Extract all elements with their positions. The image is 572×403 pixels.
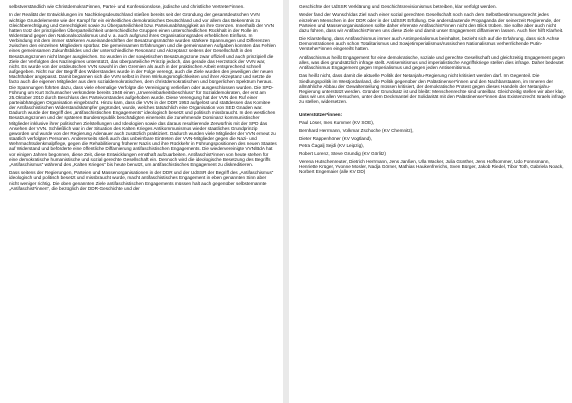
- paragraph: Dass seitens der Regierungen, Parteien und Massenorganisationen in der DDR und der UdSSR der Begriff des „Antifaschismus“ ideologisch und politisch besetzt und missbraucht wurde, macht antifaschistisches Engagement in eben genannten Sinn aber nicht weniger richtig. Die oben genannten Ziele antifaschistischen Engagements müssen halt auch gegenüber selbsternannte „Antifaschist*innen“, die bezüglich der DDR-Geschichte und der: [9, 170, 274, 191]
- paragraph: In der Realität der Entwicklungen im Nachkriegsdeutschland stießen bereits seit der Gründung der gesamtdeutschen VVN wichtige Grundelemente wie der Kampf für ein einheitliches demokratisches Deutschland und vor allem das Bekenntnis zu Gleichberechtigung und Gerechtigkeit sowie zu Überparteilichkeit bzw. Parteiunabhängigkeit an ihre Grenzen. Innerhalb der VVN hatten trotz der prinzipiellen Überparteilichkeit unterschiedliche Gruppen einen unterschiedlichen Rückhalt in der Rolle im Widerstand gegen den Nationalsozialismus und v. a. auch aufgrund ihres Organisationsgrades erheblichen Einfluss. In Verbindung mit dem immer stärkeren Auseinanderdriften der Besatzungsmächte wurden stärkere Spannungen und Differenzen zwischen den einzelnen Mitgliedern spürbar. Die gemeinsamen Erfahrungen und die gemeinsamen Aufgaben konnten das Fehlen eines gemeinsamen Zukunftsbildes und der unterschiedliche Resonanz und Akzeptanz seitens der Gesellschaft in den Besatzungszonen nicht länger ausgleichen. So wurden in der sowjetischen Besatzungszone zwar offiziell und auch prinzipiell die Ziele der Verfolgten des Naziregimes unterstützt, das überparteiliche Prinzip jedoch, das gerade das Herzstück der VVN war, nicht. Es wurde von der ostdeutschen VVN sowohl in den Gremien als auch in der praktischen Arbeit entsprechend schnell aufgegeben. Nicht nur der Begriff des Widerstandes wurde in der Folge verengt, auch die Ziele wurden den jeweiligen der neuen Machthaber angepasst. Damit begannen sich die VVN selbst in ihren Wirkungsmöglichkeiten und ihrer Akzeptanz und setzte de facto auch die eigenen Mitglieder aus dem sozialdemokratischen, dem christdemokratischen und bürgerlichen Spektrum heraus. Die Spannungen führten dazu, dass viele ehemalige Verfolgte die Vereinigung verließen oder ausgeschlossen wurden. Die SPD-Führung um Kurt Schumacher verkündete bereits 1948 einen „Unvereinbarkeitsbeschluss“ für Sozialdemokraten, der erst am 25.Oktober 2010 durch Beschluss des Parteivorstandes aufgehoben wurde. Diese Verengung hat der VVN den Ruf einer parteiabhängigen Organisation eingebracht. Hinzu kam, dass die VVN in der DDR 1953 aufgelöst und stattdessen das Komitee der Antifaschistischen Widerstandskämpfer gegründet, wurde, welches tatsächlich eine Organisation von SED Gnaden war. Dadurch wurde der Begriff des „antifaschistischen Engagements“ ideologisch besetzt und politisch missbraucht. In den westlichen Besatzungszonen und der späteren Bundesrepublik beschädigten einerseits die zunehmende Dominanz kommunistischer Mitglieder inklusive ihrer politischen Zielstellungen und Ideologien sowie das daraus resultierende Zerwürfnis mit der SPD das Ansehen der VVN. Schließlich war in der Situation des Kalten Krieges Antikommunismus wieder staatliches Grundprinzip geworden und wurde von der Regierung Adenauer auch zusätzlich praktiziert. Dadurch wurden viele Mitglieder der VVN erneut zu staatlich verfolgten Personen. Andererseits stieß auch das unbeirrbare Eintreten der VVN-Mitglieder gegen die Nazi- und Wehrmachtsdenkmalpflege, gegen die Rehabilitierung früherer Nazis und ihre Rückkehr in Führungspositionen des neuen Staates auf Widerstand und beförderte eine öffentliche Diffamierung antifaschistischen Engagements. Die wiedervereinigte VVN/BdA hat vor einigen Jahren begonnen, diese Zeit, diese Entwicklungen ernsthaft aufzuarbeiten. Antifaschist*innen von heute stehen für eine demokratische humanistische und sozial gerechte Gesellschaft ein. Dennoch wird die ideologische Besetzung des Begriffs „Antifaschismus“ während des „Kalten Krieges“ bis heute benutzt, um antifaschistisches Engagement zu diskreditieren.: [9, 12, 277, 167]
- paragraph: Antifaschismus heißt Engagement für eine demokratische, soziale und gerechte Gesellschaft und gleichzeitig Engagement gegen alles, was dies grundsätzlich infrage stellt. Antisemitismus und imperialistische Angriffskriege stellen dies infrage. Daher bedeutet Antifaschismus Engagement gegen Imperialismus und gegen jeden Antisemitismus.: [299, 54, 565, 71]
- paragraph: Geschichte der UdSSR Verklärung und Geschichtsrevisionismus betreiben, klar verfolgt werden.: [299, 4, 497, 9]
- signer-line: Dieter Rappenhöner (KV Vogtland),: [299, 135, 373, 141]
- left-page: [0, 0, 283, 403]
- signer-line: Paul Löser, Ines Kummer (KV SOE),: [299, 120, 375, 126]
- signer-line: Robert Lorenz, Steve Grundig (KV Görlitz): [299, 151, 386, 157]
- signer-line: Bernhard Herrmann, Volkmar Zschoche (KV Chemnitz),: [299, 127, 414, 133]
- signers-heading: Unterstützer*innen:: [299, 111, 343, 117]
- right-page: [289, 0, 572, 403]
- signer-line: Verena Hutschenreuter, Dietrich Herrmann, Jens Janßen, Ulla Wacker, Julia Günther, Jens Hoffsommer, Udo Fonnsmann, Henriette Krüger, Yvonne Mosler, Nadja Görner, Mathias Haukenfrerichs, Sven Bürger, Jakob Riedel, Tibor Toth, Gabriela Noack, Norbert Engemaier (alle KV DD): [299, 158, 564, 175]
- paragraph: Die Klarstellung, dass Antifaschismus immer auch Antimperialismus beinhaltet, bezieht sich auf die Erfahrung, dass sich Achse Demonstrationen auch schon Totalitarismus und Sowjetimperialismus/russischen Nationalismus verherrlichende Putin-Versteher*innen eingereiht hatten.: [299, 36, 560, 52]
- signer-line: Petra Čagalj Sejdi (KV Leipzig),: [299, 143, 365, 149]
- paragraph: Weder fand der Wunsch/das Ziel nach einer sozial gerechten Gesellschaft noch nach dem Selbstbestimmungsrecht jedes einzelnen Menschen in der DDR oder in der UdSSR Erfüllung. Die andersdautende Propaganda der seinerzeit Regierende, der Parteien und Massenorganisationen sollte daher ehrenste Antifaschist*innen nicht den Blick trüben. Sie sollte aber auch nicht dazu führen, dass wir Antifaschist*innen uns diese Ziele und damit unser Engagement diffamieren lassen. Auch hier hilft Klarheit.: [299, 12, 564, 33]
- paragraph: Das heißt nicht, dass damit die aktuelle Politik der Netanjahu-Regierung nicht kritisiert werden darf. Im Gegenteil. Die Siedlungspolitik im Westjordanland, die Politik gegenüber den Palästinenser*innen und den Nachbarstaaten, im Inneren der allmähliche Abbau der Gewaltenteilung müssen kritisiert, der demokratische Protest gegen dieses Handeln der Netanjahu-Regierung unterstützt werden. Gründer Grundsatz ist und bleibt: Menschenrechte sind unteilbar. Gleichzeitig stellen wir aber klar, dass wir uns allen Versuchen, unter dem Deckmantel der Solidarität mit den Palästinenser*innen das Existenzrecht Israels infrage zu stellen, widersetzen.: [299, 73, 566, 105]
- paragraph: selbstverständlich wie Christdemokrat*innen, Partei- und Konfessionslose, jüdische und christliche Vertreter*innen.: [9, 4, 245, 9]
